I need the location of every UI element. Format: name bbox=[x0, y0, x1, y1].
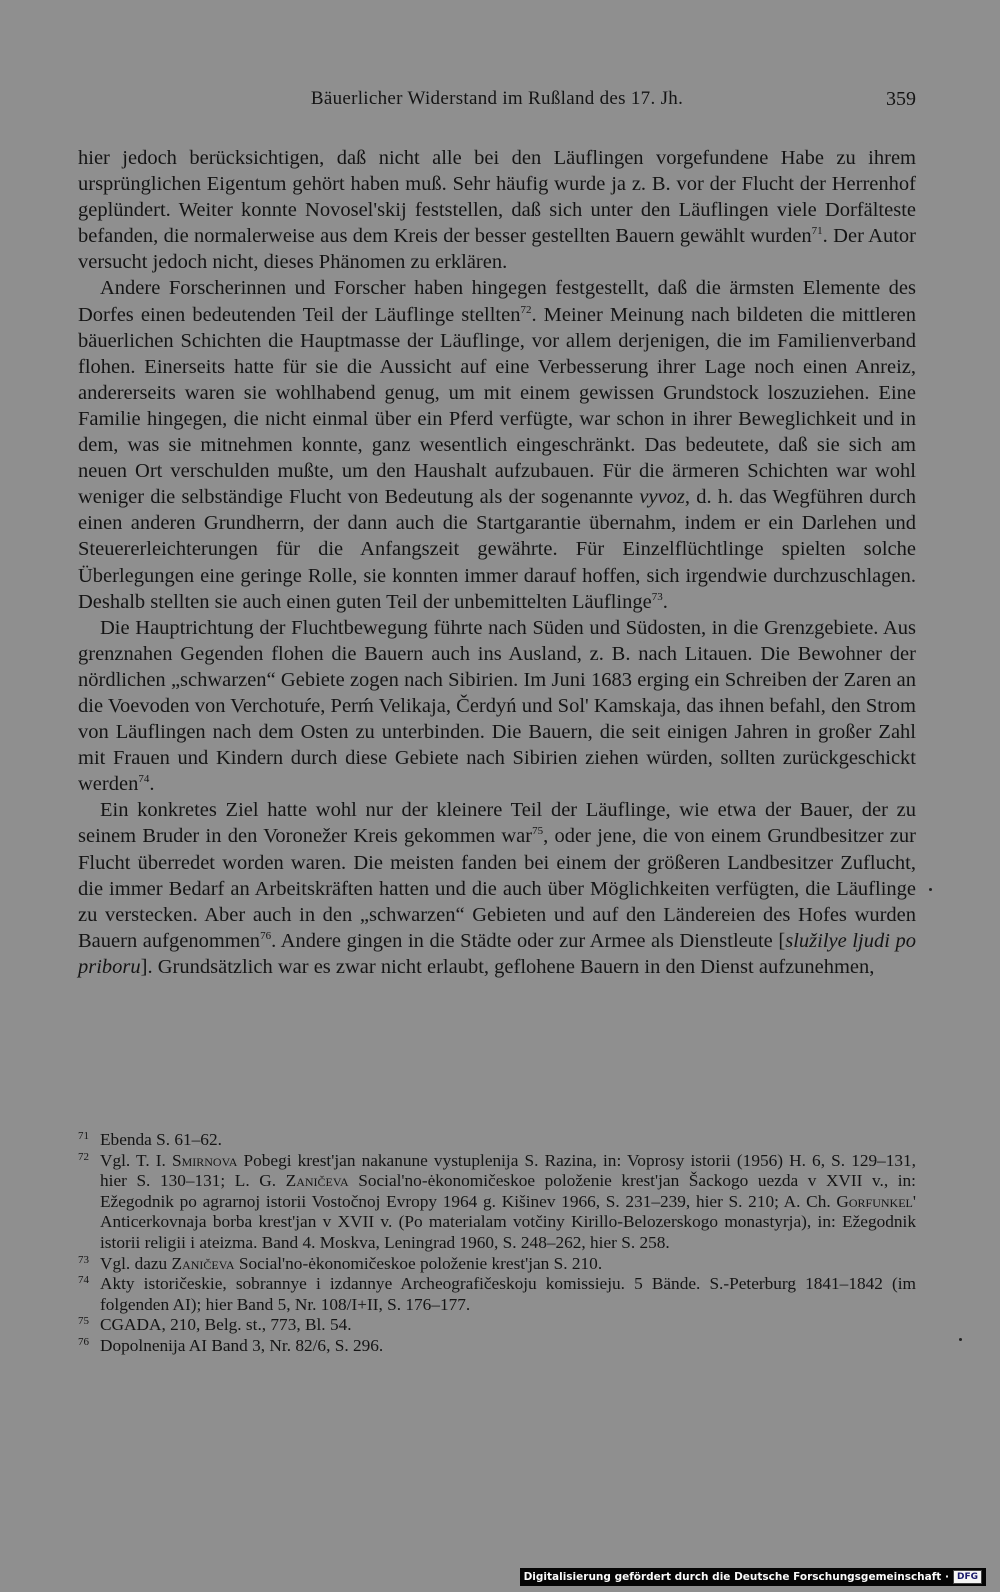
credit-text: Digitalisierung gefördert durch die Deutsche Forschungsgemeinschaft · bbox=[523, 1571, 949, 1583]
footnote: 76 Dopolnenija AI Band 3, Nr. 82/6, S. 296. bbox=[78, 1335, 384, 1355]
text-run: CGADA, 210, Belg. st., 773, Bl. 54. bbox=[100, 1315, 352, 1335]
footnote-reference: 74 bbox=[138, 773, 150, 786]
text-run: Pobegi krest'jan nakanune vystuplenija S. Razina, in: Voprosy istorii (1956) H. 6, S. 129–131, hier S. 130–131; L. G. bbox=[100, 1150, 916, 1191]
footnote: 71 Ebenda S. 61–62. bbox=[78, 1130, 222, 1149]
footnote: 73 Vgl. dazu Zaničeva Social'no-ėkonomičeskoe položenie krest'jan S. 210. bbox=[78, 1253, 603, 1273]
text-run: Vgl. dazu bbox=[100, 1253, 172, 1273]
running-title: Bäuerlicher Widerstand im Rußland des 17. Jh. bbox=[310, 88, 684, 109]
text-run: Anticerkovnaja borba krest'jan v XVII v. (Po materialam votčiny Kirillo-Belozerskogo monastyrja), in: Ežegodnik istorii religii i ateizma. Band 4. Moskva, Leningrad 1960, S. 248–262, hier S. 258. bbox=[100, 1212, 916, 1252]
text-run: . Meiner Meinung nach bildeten die mittleren bäuerlichen Schichten die Hauptmasse der Läuflinge, vor allem derjenigen, die im Familienverband flohen. Einerseits hatte für sie die Aussicht auf eine Verbesserung ihrer Lage noch einen Anreiz, andererseits waren sie wohlhabend genug, um mit einem gewissen Grundstock loszuziehen. Eine Familie hingegen, die nicht einmal über ein Pferd verfügte, war schon in ihrer Beweglichkeit und in dem, was sie mitnehmen konnte, ganz wesentlich eingeschränkt. Das bedeutete, daß sie sich am neuen Ort verschulden mußte, um den Haushalt aufzubauen. Für die ärmeren Schichten war wohl weniger die selbständige Flucht von Bedeutung als der sogenannte bbox=[78, 303, 916, 509]
scan-speck bbox=[959, 1338, 962, 1341]
text-run: . bbox=[149, 773, 155, 796]
author-name: Gorfunkel' bbox=[836, 1191, 916, 1211]
text-run: Social'no-ėkonomičeskoe položenie krest'jan Šackogo uezda v XVII v., in: Ežegodnik po agrarnoj istorii Vostočnoj Evropy 1964 g. Kišinev 1966, S. 231–239, hier S. 210; A. Ch. bbox=[100, 1171, 916, 1211]
footnote-reference: 71 bbox=[811, 225, 823, 238]
author-name: Zaničeva bbox=[171, 1253, 235, 1273]
dfg-logo: DFG bbox=[953, 1570, 982, 1584]
text-run: Akty istoričeskie, sobrannye i izdannye Archeografičeskoju komissieju. 5 Bände. S.-Peterburg 1841–1842 (im folgenden AI); hier Band 5, Nr. 108/I+II, S. 176–177. bbox=[100, 1274, 916, 1314]
italic-term: vyvoz bbox=[639, 486, 685, 509]
footnote-reference: 73 bbox=[651, 590, 663, 603]
text-run: Dopolnenija AI Band 3, Nr. 82/6, S. 296. bbox=[100, 1335, 384, 1355]
text-run: Ein konkretes Ziel hatte wohl nur der kleinere Teil der Läuflinge, wie etwa der Bauer, der zu seinem Bruder in den Voronežer Kreis gekommen war bbox=[78, 799, 916, 848]
page-header bbox=[78, 88, 916, 118]
italic-term: služilye ljudi po priboru bbox=[78, 929, 916, 978]
footnotes bbox=[78, 1130, 916, 1357]
text-run: . bbox=[662, 590, 668, 613]
text-run: Ebenda S. 61–62. bbox=[100, 1130, 222, 1149]
footnote: 74 Akty istoričeskie, sobrannye i izdannye Archeografičeskoju komissieju. 5 Bände. S.-Peterburg 1841–1842 (im folgenden AI); hier Band 5, Nr. 108/I+II, S. 176–177. bbox=[78, 1274, 916, 1314]
footnote-reference: 72 bbox=[520, 303, 532, 316]
digitization-credit bbox=[520, 1568, 986, 1586]
text-run: , oder jene, die von einem Grundbesitzer zur Flucht überredet worden waren. Die meisten fanden bei einem der größeren Landbesitzer Zuflucht, die immer Bedarf an Arbeitskräften hatten und die auch über Möglichkeiten verfügten, die Läuflinge zu verstecken. Aber auch in den „schwarzen“ Gebieten und auf den Ländereien des Hofes wurden Bauern aufgenommen bbox=[78, 825, 916, 952]
footnote: 75 CGADA, 210, Belg. st., 773, Bl. 54. bbox=[78, 1315, 352, 1335]
text-run: hier jedoch berücksichtigen, daß nicht alle bei den Läuflingen vorgefundene Habe zu ihrem ursprünglichen Eigentum gehört haben muß. Sehr häufig wurde ja z. B. vor der Flucht der Herrenhof geplündert. Weiter konnte Novosel'skij feststellen, daß sich unter den Läuflingen viele Dorfälteste befanden, die normalerweise aus dem Kreis der besser gestellten Bauern gewählt wurden bbox=[78, 147, 916, 248]
main-text bbox=[78, 145, 916, 980]
footnote-reference: 76 bbox=[260, 929, 272, 942]
footnote-reference: 75 bbox=[532, 825, 544, 838]
text-run: . Andere gingen in die Städte oder zur Armee als Dienstleute [ bbox=[271, 929, 786, 952]
text-run: , d. h. das Wegführen durch einen anderen Grundherrn, der dann auch die Startgarantie übernahm, indem er ein Darlehen und Steuererleichterungen für die Anfangszeit gewährte. Für Einzelflüchtlinge spielten solche Überlegungen eine geringe Rolle, sie konnten immer darauf hoffen, sich irgendwie durchzuschlagen. Deshalb stellten sie auch einen guten Teil der unbemittelten Läuflinge bbox=[78, 486, 916, 613]
text-run: Andere Forscherinnen und Forscher haben hingegen festgestellt, daß die ärmsten Elemente des Dorfes einen bedeutenden Teil der Läuflinge stellten bbox=[78, 277, 916, 326]
text-run: ]. Grundsätzlich war es zwar nicht erlaubt, geflohene Bauern in den Dienst aufzunehmen, bbox=[140, 955, 875, 978]
text-run: . Der Autor versucht jedoch nicht, dieses Phänomen zu erklären. bbox=[78, 225, 916, 274]
paragraph bbox=[78, 615, 916, 798]
text-run: Die Hauptrichtung der Fluchtbewegung führte nach Süden und Südosten, in die Grenzgebiete. Aus grenznahen Gegenden flohen die Bauern auch ins Ausland, z. B. nach Litauen. Die Bewohner der nördlichen „schwarzen“ Gebiete zogen nach Sibirien. Im Juni 1683 erging ein Schreiben der Zaren an die Voevoden von Verchotuŕe, Perḿ Velikaja, Čerdyń und Sol' Kamskaja, das ihnen befahl, den Strom von Läuflingen nach dem Osten zu unterbinden. Die Bauern, die seit einigen Jahren in großer Zahl mit Frauen und Kindern durch diese Gebiete nach Sibirien ziehen würden, sollten zurückgeschickt werden bbox=[78, 616, 916, 796]
footnote: 72 Vgl. T. I. Smirnova Pobegi krest'jan nakanune vystuplenija S. Razina, in: Voprosy istorii (1956) H. 6, S. 129–131, hier S. 130–131; L. G. Zaničeva Social'no-ėkonomičeskoe položenie krest'jan Šackogo uezda v XVII v., in: Ežegodnik po agrarnoj istorii Vostočnoj Evropy 1964 g. Kišinev 1966, S. 231–239, hier S. 210; A. Ch. Gorfunkel' Anticerkovnaja borba krest'jan v XVII v. (Po materialam votčiny Kirillo-Belozerskogo monastyrja), in: Ežegodnik istorii religii i ateizma. Band 4. Moskva, Leningrad 1960, S. 248–262, hier S. 258. bbox=[78, 1150, 916, 1252]
author-name: Zaničeva bbox=[285, 1171, 349, 1191]
paragraph bbox=[78, 145, 916, 275]
scan-speck bbox=[929, 888, 932, 891]
paragraph bbox=[78, 797, 916, 980]
page-number: 359 bbox=[886, 88, 916, 110]
text-run: Social'no-ėkonomičeskoe položenie krest'jan S. 210. bbox=[234, 1253, 603, 1273]
text-run: Vgl. T. I. bbox=[100, 1150, 172, 1170]
paragraph bbox=[78, 275, 916, 614]
author-name: Smirnova bbox=[171, 1150, 238, 1170]
